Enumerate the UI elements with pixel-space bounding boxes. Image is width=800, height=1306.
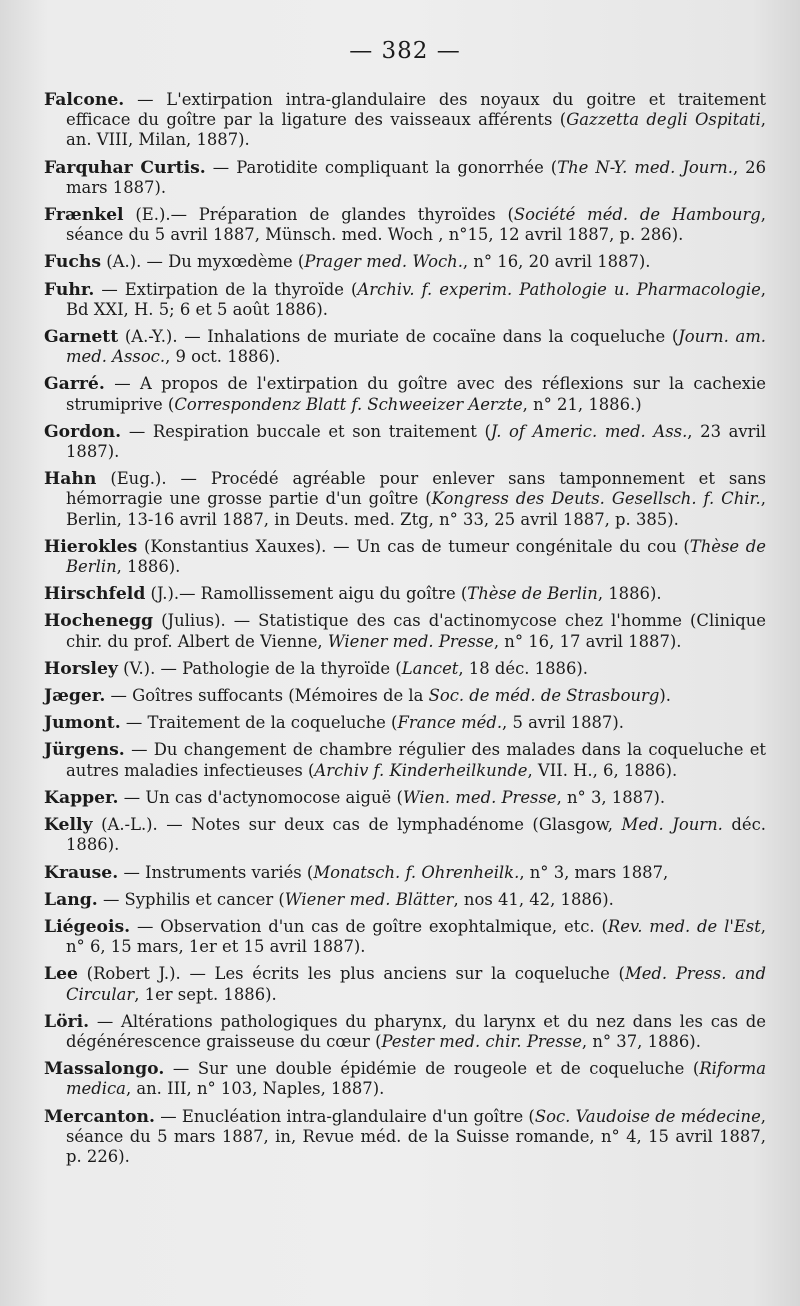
entry-author-initials: (A.-Y.). <box>118 327 178 347</box>
entry-text: — Instruments variés ( <box>118 862 314 882</box>
entry-text-tail: , n° 16, 17 avril 1887). <box>493 631 682 651</box>
entry-journal: Med. Press. and Circular <box>66 964 766 1004</box>
entry-journal: Monatsch. f. Ohrenheilk. <box>313 862 520 882</box>
entry-author-initials: (Julius). <box>153 611 226 631</box>
entry-author: Hierokles <box>44 536 138 557</box>
bibliography-list <box>44 90 766 1167</box>
entry-text: — Observation d'un cas de goître exophtalmique, etc. ( <box>130 916 608 936</box>
entry-author: Massalongo. <box>44 1059 165 1080</box>
entry-author: Jumont. <box>44 713 121 734</box>
bibliography-entry <box>44 713 766 733</box>
entry-text: — Du myxœdème ( <box>141 252 305 272</box>
entry-text: — Altérations pathologiques du pharynx, du larynx et du nez dans les cas de dégénérescence graisseuse du cœur ( <box>66 1011 766 1051</box>
entry-text: — Du changement de chambre régulier des malades dans la coqueluche et autres maladies infectieuses ( <box>66 740 766 780</box>
entry-author: Farquhar Curtis. <box>44 157 206 178</box>
entry-text-tail: , 9 oct. 1886). <box>165 347 281 367</box>
entry-text: — Pathologie de la thyroïde ( <box>155 658 402 678</box>
entry-text: — Procédé agréable pour enlever sans tamponnement et sans hémorragie une grosse partie d'un goître ( <box>66 469 766 509</box>
entry-author: Hahn <box>44 469 97 490</box>
entry-author: Mercanton. <box>44 1106 155 1127</box>
bibliography-entry <box>44 205 766 245</box>
bibliography-entry <box>44 374 766 414</box>
entry-text-tail: , n° 21, 1886.) <box>522 394 642 414</box>
entry-text-tail: , n° 37, 1886). <box>581 1031 701 1051</box>
entry-author: Horsley <box>44 658 118 679</box>
entry-text: — Goîtres suffocants (Mémoires de la <box>105 686 429 706</box>
bibliography-entry <box>44 280 766 320</box>
entry-journal: Wiener med. Blätter <box>284 889 454 909</box>
bibliography-entry <box>44 815 766 855</box>
page-number: — 382 — <box>349 38 461 64</box>
entry-author: Kapper. <box>44 787 119 808</box>
entry-text-tail: , nos 41, 42, 1886). <box>453 889 614 909</box>
entry-text-tail: , Bd XXI, H. 5; 6 et 5 août 1886). <box>66 279 766 319</box>
entry-author: Lee <box>44 964 78 985</box>
bibliography-entry <box>44 327 766 367</box>
entry-author: Liégeois. <box>44 916 131 937</box>
entry-author: Kelly <box>44 815 93 836</box>
entry-text-tail: , n° 3, 1887). <box>556 787 666 807</box>
entry-journal: Pester med. chir. Presse <box>381 1031 582 1051</box>
entry-text: — Sur une double épidémie de rougeole et de coqueluche ( <box>164 1059 700 1079</box>
bibliography-entry <box>44 90 766 151</box>
entry-text: — A propos de l'extirpation du goître avec des réflexions sur la cachexie strumiprive ( <box>66 374 766 414</box>
bibliography-entry <box>44 584 766 604</box>
bibliography-entry <box>44 863 766 883</box>
entry-text-tail: , 1886). <box>597 584 662 604</box>
entry-text-tail: , 1886). <box>116 557 181 577</box>
entry-text-tail: ). <box>659 686 671 706</box>
entry-author: Garnett <box>44 327 119 348</box>
entry-text: — Respiration buccale et son traitement ( <box>121 421 491 441</box>
entry-text: — Les écrits les plus anciens sur la coqueluche ( <box>180 964 625 984</box>
bibliography-entry <box>44 890 766 910</box>
entry-journal: France méd. <box>397 713 503 733</box>
bibliography-entry <box>44 964 766 1004</box>
entry-author-initials: (E.). <box>123 205 171 225</box>
entry-text-tail: , 18 déc. 1886). <box>458 658 588 678</box>
entry-journal: Société méd. de Hambourg <box>513 205 761 225</box>
entry-text: — Ramollissement aigu du goître ( <box>179 584 468 604</box>
entry-author: Hirschfeld <box>44 584 146 605</box>
entry-text-tail: , VII. H., 6, 1886). <box>527 760 678 780</box>
bibliography-entry <box>44 788 766 808</box>
entry-journal: Med. Journ. <box>621 815 723 835</box>
entry-journal: Riforma medica <box>66 1059 766 1099</box>
entry-author: Jæger. <box>44 686 106 707</box>
entry-author: Jürgens. <box>44 740 125 761</box>
entry-journal: J. of Americ. med. Ass. <box>490 421 688 441</box>
entry-text: — Notes sur deux cas de lymphadénome (Glasgow, <box>157 815 622 835</box>
bibliography-entry <box>44 1107 766 1168</box>
entry-journal: Kongress des Deuts. Gesellsch. f. Chir. <box>431 489 761 509</box>
entry-text: — Préparation de glandes thyroïdes ( <box>170 205 514 225</box>
entry-author: Fuchs <box>44 252 102 273</box>
entry-text-tail: , séance du 5 mars 1887, in, Revue méd. de la Suisse romande, n° 4, 15 avril 1887, p. 226). <box>66 1106 767 1166</box>
bibliography-entry <box>44 469 766 530</box>
entry-author: Löri. <box>44 1011 90 1032</box>
bibliography-entry <box>44 252 766 272</box>
entry-text: — Un cas d'actynomocose aiguë ( <box>118 787 403 807</box>
entry-journal: Rev. med. de l'Est <box>607 916 761 936</box>
bibliography-entry <box>44 158 766 198</box>
entry-text-tail: , 5 avril 1887). <box>502 713 624 733</box>
entry-author: Frænkel <box>44 205 124 226</box>
entry-author: Fuhr. <box>44 279 95 300</box>
entry-journal: Thèse de Berlin <box>467 584 598 604</box>
entry-text-tail: , 26 mars 1887). <box>66 157 767 197</box>
entry-text-tail: , an. VIII, Milan, 1887). <box>66 110 766 150</box>
entry-author-initials: (J.). <box>145 584 180 604</box>
entry-author-initials: (Robert J.). <box>77 964 181 984</box>
entry-journal: Thèse de Berlin <box>66 536 766 577</box>
entry-journal: The N-Y. med. Journ. <box>557 157 733 177</box>
entry-text: — Traitement de la coqueluche ( <box>120 713 398 733</box>
entry-author: Hochenegg <box>44 611 154 632</box>
entry-text: — L'extirpation intra-glandulaire des noyaux du goitre et traitement efficace du goître par la ligature des vaisseaux afférents ( <box>66 90 766 130</box>
entry-journal: Correspondenz Blatt f. Schweeizer Aerzte <box>174 394 523 414</box>
entry-text-tail: , séance du 5 avril 1887, Münsch. med. Woch , n°15, 12 avril 1887, p. 286). <box>66 205 766 245</box>
entry-author-initials: (A.). <box>101 252 142 272</box>
entry-text: — Statistique des cas d'actinomycose chez l'homme (Clinique chir. du prof. Albert de Vienne, <box>66 611 766 651</box>
entry-author-initials: (A.-L.). <box>92 815 158 835</box>
entry-journal: Lancet <box>401 658 459 678</box>
entry-author: Falcone. <box>44 90 125 110</box>
entry-text-tail: , n° 6, 15 mars, 1er et 15 avril 1887). <box>66 916 767 957</box>
entry-journal: Wien. med. Presse <box>402 787 557 807</box>
entry-text-tail: , 23 avril 1887). <box>66 421 766 462</box>
entry-text: — Extirpation de la thyroïde ( <box>94 279 358 299</box>
entry-journal: Archiv f. Kinderheilkunde <box>314 760 528 780</box>
bibliography-entry <box>44 537 766 577</box>
entry-text-tail: , n° 3, mars 1887, <box>519 862 669 882</box>
bibliography-entry <box>44 1012 766 1052</box>
entry-author-initials: (Konstantius Xauxes). <box>137 536 327 556</box>
entry-text: — Inhalations de muriate de cocaïne dans la coqueluche ( <box>177 327 679 347</box>
bibliography-entry <box>44 1059 766 1099</box>
entry-text-tail: déc. 1886). <box>66 815 766 855</box>
entry-text-tail: , an. III, n° 103, Naples, 1887). <box>125 1079 385 1099</box>
entry-author: Garré. <box>44 374 105 395</box>
entry-author: Lang. <box>44 889 98 910</box>
entry-author: Krause. <box>44 862 119 883</box>
entry-text: — Un cas de tumeur congénitale du cou ( <box>326 536 690 556</box>
bibliography-entry <box>44 422 766 462</box>
entry-author-initials: (Eug.). <box>96 469 167 489</box>
entry-journal: Soc. Vaudoise de médecine <box>534 1106 761 1126</box>
bibliography-entry <box>44 740 766 780</box>
entry-text-tail: , 1er sept. 1886). <box>134 984 277 1004</box>
bibliography-entry <box>44 917 766 957</box>
bibliography-entry <box>44 611 766 651</box>
entry-journal: Wiener med. Presse <box>327 631 494 651</box>
entry-journal: Journ. am. med. Assoc. <box>66 327 766 367</box>
entry-journal: Archiv. f. experim. Pathologie u. Pharmacologie <box>357 279 761 299</box>
bibliography-entry <box>44 686 766 706</box>
entry-text-tail: , Berlin, 13-16 avril 1887, in Deuts. med. Ztg, n° 33, 25 avril 1887, p. 385). <box>66 489 766 529</box>
entry-journal: Soc. de méd. de Strasbourg <box>428 686 660 706</box>
entry-author: Gordon. <box>44 421 122 442</box>
entry-text: — Parotidite compliquant la gonorrhée ( <box>205 157 558 177</box>
entry-author-initials: (V.). <box>117 658 156 678</box>
entry-text: — Enucléation intra-glandulaire d'un goître ( <box>155 1106 535 1126</box>
entry-text-tail: , n° 16, 20 avril 1887). <box>462 252 651 272</box>
entry-journal: Prager med. Woch. <box>304 252 463 272</box>
entry-journal: Gazzetta degli Ospitati <box>566 110 761 130</box>
entry-text: — Syphilis et cancer ( <box>97 889 285 909</box>
bibliography-entry <box>44 659 766 679</box>
